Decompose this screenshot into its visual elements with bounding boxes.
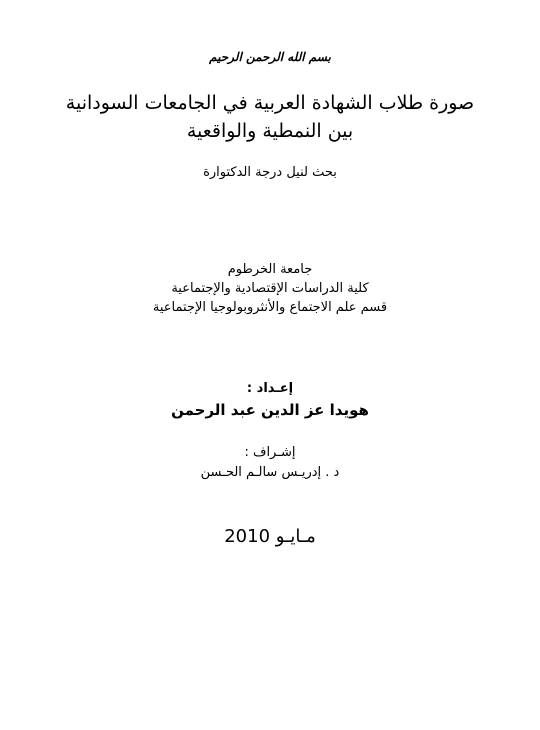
university-name: جامعة الخرطوم [227,262,313,277]
degree-statement: بحث لنيل درجة الدكتوارة [203,165,337,180]
department-name: قسم علم الاجتماع والأنثروبولوجيا الإجتماعية [152,300,388,315]
thesis-title-line-1: صورة طلاب الشهادة العربية في الجامعات السودانية [65,92,475,114]
thesis-title-line-2: بين النمطية والواقعية [186,120,354,142]
college-name: كلية الدراسات الإقتصادية والإجتماعية [171,281,369,296]
submission-date: مـايـو 2010 [224,526,316,547]
supervision-label: إشـراف : [244,445,296,460]
author-name: هويدا عز الدين عبد الرحمن [171,401,369,419]
basmala: بسم الله الرحمن الرحيم [209,50,331,64]
supervisor-name: د . إدريـس سالـم الحـسن [200,465,340,480]
prepared-by-label: إعـداد : [246,381,294,396]
